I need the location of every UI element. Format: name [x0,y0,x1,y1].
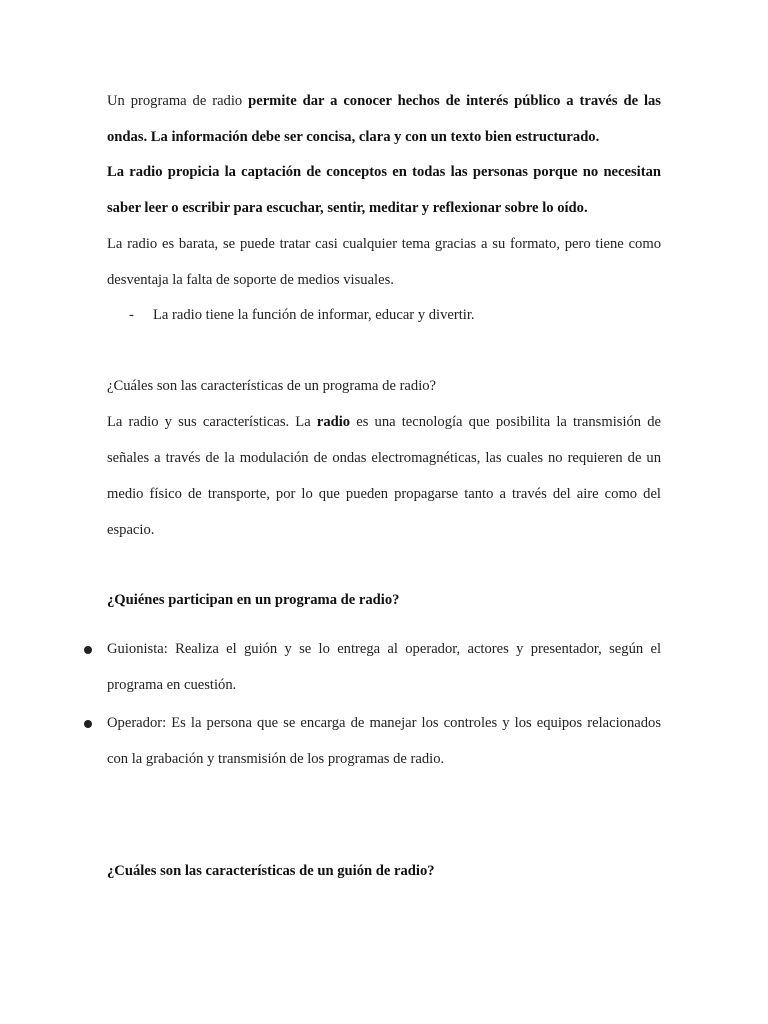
participant-item-text: Operador: Es la persona que se encarga de manejar los controles y los equipos relacionados con la grabación y transmisión de los programas de radio. [107,715,661,767]
characteristics-start-text: La radio y sus características. La [107,414,317,430]
script-heading-text: ¿Cuáles son las características de un guión de radio? [107,863,435,879]
participants-heading-text: ¿Quiénes participan en un programa de radio? [107,592,400,608]
captation-bold-text: La radio propicia la captación de conceptos en todas las personas porque no necesitan saber leer o escribir para escuchar, sentir, meditar y reflexionar sobre lo oído. [107,164,661,216]
characteristics-question-text: ¿Cuáles son las características de un programa de radio? [107,378,437,394]
characteristics-question [107,368,661,404]
characteristics-end-text: es una tecnología que posibilita la transmisión de señales a través de la modulación de ondas electromagnéticas, las cuales no requieren de un medio físico de transporte, por lo que pueden propagarse tanto a través del aire como del espacio. [107,414,662,538]
participant-item-text: Guionista: Realiza el guión y se lo entrega al operador, actores y presentador, según el programa en cuestión. [107,641,661,693]
dash-marker: - [129,307,134,323]
script-heading [107,853,661,889]
bullet-icon [84,720,92,728]
participants-heading [107,582,661,618]
intro-bold-text: permite dar a conocer hechos de interés público a través de las ondas. La información debe ser concisa, clara y con un texto bien estructurado. [107,93,661,145]
characteristics-paragraph [107,404,661,548]
cost-paragraph [107,226,661,298]
intro-plain-text: Un programa de radio [107,93,249,109]
intro-paragraph [107,83,661,155]
captation-paragraph [107,154,661,226]
dash-item-text: La radio tiene la función de informar, educar y divertir. [153,307,475,323]
participant-item-operador [107,705,661,777]
radio-bold-word: radio [316,414,351,430]
participant-item-guionista [107,631,661,703]
bullet-icon [84,646,92,654]
cost-text: La radio es barata, se puede tratar casi cualquier tema gracias a su formato, pero tiene como desventaja la falta de soporte de medios visuales. [107,236,661,288]
